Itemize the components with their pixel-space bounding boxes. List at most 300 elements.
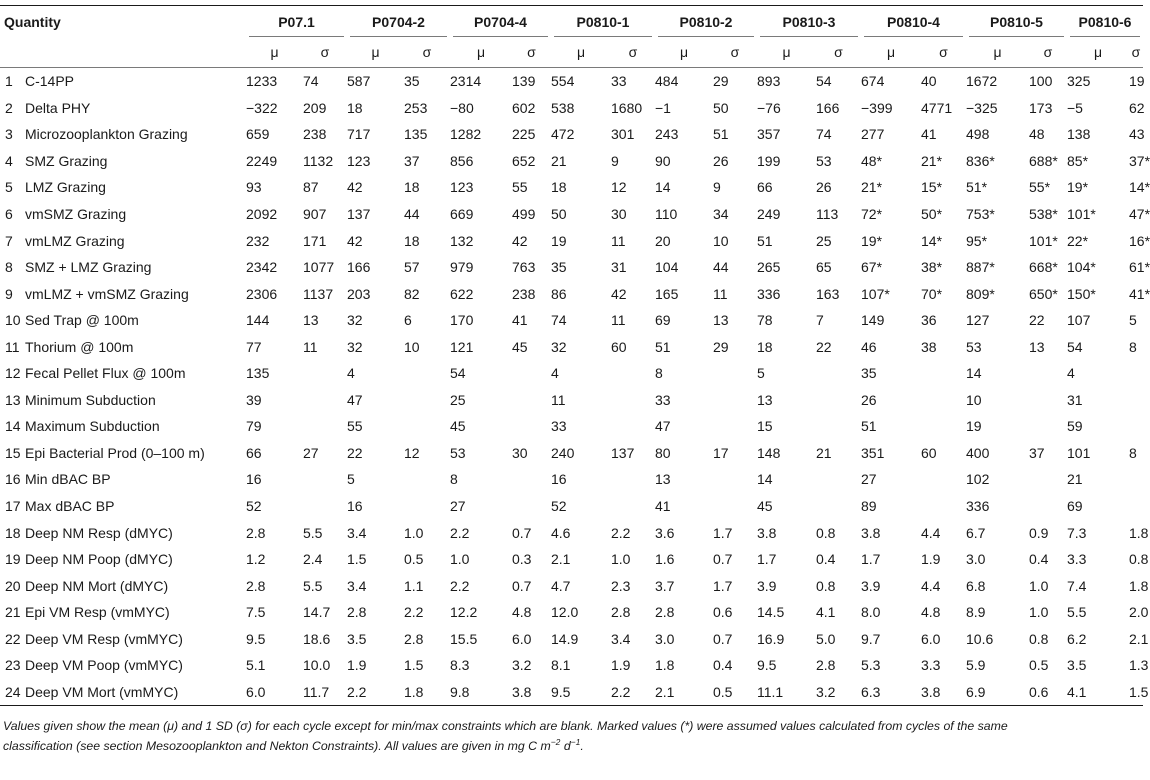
column-header-cycle: P0704-2 bbox=[347, 5, 450, 37]
mean-cell: −322 bbox=[246, 99, 278, 116]
sd-cell bbox=[404, 387, 450, 414]
mean-cell: 3.9 bbox=[861, 577, 881, 594]
mean-cell: 3.4 bbox=[347, 577, 367, 594]
mean-cell: 59 bbox=[1067, 418, 1083, 435]
sd-cell: 0.7 bbox=[512, 524, 532, 541]
mean-cell: 52 bbox=[551, 498, 567, 515]
row-number: 16 bbox=[5, 471, 21, 488]
sd-cell: 2.2 bbox=[404, 604, 424, 621]
mean-cell: 809* bbox=[966, 285, 995, 302]
sd-cell: 0.8 bbox=[816, 577, 836, 594]
column-header-cycle: P0810-2 bbox=[655, 5, 757, 37]
sd-cell: 9 bbox=[713, 179, 721, 196]
sd-cell: 42 bbox=[611, 285, 627, 302]
row-label: Max dBAC BP bbox=[25, 498, 115, 515]
sd-cell: 602 bbox=[512, 99, 536, 116]
sd-cell: 0.5 bbox=[1029, 657, 1049, 674]
mean-cell: 7.4 bbox=[1067, 577, 1087, 594]
sd-cell: 11 bbox=[303, 338, 318, 355]
mean-cell: 52 bbox=[246, 498, 262, 515]
sd-cell bbox=[921, 493, 966, 520]
mean-cell: 622 bbox=[450, 285, 474, 302]
sd-cell bbox=[1029, 413, 1067, 440]
mean-cell: 13 bbox=[757, 391, 773, 408]
sd-cell bbox=[512, 466, 551, 493]
sd-cell bbox=[1029, 360, 1067, 387]
mean-cell: 102 bbox=[966, 471, 990, 488]
sd-cell: 2.8 bbox=[611, 604, 631, 621]
sd-cell bbox=[404, 466, 450, 493]
table-row bbox=[0, 493, 1143, 520]
sd-cell: 50 bbox=[713, 99, 729, 116]
mean-cell: 203 bbox=[347, 285, 371, 302]
row-label: SMZ Grazing bbox=[25, 152, 108, 169]
mean-header: μ bbox=[861, 37, 921, 68]
row-number: 2 bbox=[5, 99, 13, 116]
sd-cell: 6 bbox=[404, 312, 412, 329]
table-row bbox=[0, 679, 1143, 707]
sd-cell: 36 bbox=[921, 312, 937, 329]
sd-cell bbox=[1129, 387, 1143, 414]
mean-cell: 3.4 bbox=[347, 524, 367, 541]
sd-cell: 13 bbox=[713, 312, 729, 329]
subheader-row bbox=[0, 37, 1143, 68]
row-number: 4 bbox=[5, 152, 13, 169]
sd-cell: 1132 bbox=[303, 152, 334, 169]
sd-cell: 87 bbox=[303, 179, 319, 196]
sd-cell: 0.6 bbox=[713, 604, 733, 621]
mean-cell: 47 bbox=[347, 391, 363, 408]
mean-cell: 110 bbox=[655, 206, 678, 222]
mean-cell: 753* bbox=[966, 206, 995, 222]
sd-cell: 1.0 bbox=[1029, 604, 1049, 621]
sd-cell: 29 bbox=[713, 73, 729, 90]
mean-cell: 18 bbox=[551, 179, 567, 196]
mean-cell: 150* bbox=[1067, 285, 1096, 302]
row-label: Deep VM Mort (vmMYC) bbox=[25, 679, 246, 707]
mean-cell: 979 bbox=[450, 259, 474, 276]
mean-cell: 19* bbox=[861, 232, 883, 249]
sd-cell: 4.4 bbox=[921, 524, 941, 541]
sd-cell: 2.8 bbox=[404, 630, 424, 647]
mean-cell: 42 bbox=[347, 232, 363, 249]
mean-cell: 1672 bbox=[966, 73, 998, 90]
table-row bbox=[0, 95, 1143, 122]
sd-cell bbox=[611, 387, 655, 414]
sd-cell: 2.8 bbox=[816, 657, 836, 674]
mean-cell: 8 bbox=[450, 471, 458, 488]
row-number: 24 bbox=[0, 679, 25, 707]
row-number: 22 bbox=[5, 630, 21, 647]
mean-cell: 2314 bbox=[450, 73, 482, 90]
mean-header: μ bbox=[655, 37, 713, 68]
mean-cell: 5 bbox=[347, 471, 355, 488]
mean-cell: 6.8 bbox=[966, 577, 986, 594]
mean-cell: 9.5 bbox=[246, 630, 266, 647]
sd-cell: 668* bbox=[1029, 259, 1058, 276]
mean-cell: −325 bbox=[966, 99, 998, 116]
mean-cell: 66 bbox=[757, 179, 773, 196]
sd-cell: 101* bbox=[1029, 232, 1058, 249]
sd-cell: 650* bbox=[1029, 285, 1058, 302]
mean-cell: 249 bbox=[757, 206, 781, 222]
mean-cell: 22 bbox=[347, 444, 363, 461]
mean-cell: 14 bbox=[757, 471, 773, 488]
mean-cell: 3.5 bbox=[1067, 657, 1087, 674]
mean-cell: 101* bbox=[1067, 206, 1096, 222]
row-label: Min dBAC BP bbox=[25, 471, 111, 488]
table-row bbox=[0, 68, 1143, 95]
row-label: Deep NM Poop (dMYC) bbox=[25, 551, 173, 568]
sd-cell: 0.7 bbox=[713, 630, 733, 647]
mean-cell: 498 bbox=[966, 126, 990, 143]
mean-cell: 132 bbox=[450, 232, 474, 249]
mean-header: μ bbox=[1067, 37, 1129, 68]
sd-cell: 8 bbox=[1129, 444, 1137, 461]
mean-cell: 6.7 bbox=[966, 524, 986, 541]
sd-cell: 4.4 bbox=[921, 577, 941, 594]
sd-cell: 45 bbox=[512, 338, 528, 355]
mean-cell: 243 bbox=[655, 126, 679, 143]
sd-cell bbox=[816, 493, 861, 520]
mean-cell: 6.3 bbox=[861, 679, 921, 707]
row-label: Deep NM Mort (dMYC) bbox=[25, 577, 169, 594]
row-label: Maximum Subduction bbox=[25, 418, 160, 435]
sd-cell: 18 bbox=[404, 179, 420, 196]
sd-cell: 0.4 bbox=[816, 551, 836, 568]
sd-cell: 30 bbox=[611, 206, 627, 222]
mean-cell: −76 bbox=[757, 99, 781, 116]
sd-cell: 41 bbox=[921, 126, 937, 143]
mean-cell: 104 bbox=[655, 259, 679, 276]
mean-cell: 95* bbox=[966, 232, 988, 249]
mean-cell: 144 bbox=[246, 312, 270, 329]
column-header-cycle: P0810-5 bbox=[966, 5, 1067, 37]
sd-cell: 31 bbox=[611, 259, 627, 276]
sd-header: σ bbox=[921, 37, 966, 68]
mean-cell: 1.2 bbox=[246, 551, 266, 568]
column-header-cycle: P0704-4 bbox=[450, 5, 551, 37]
mean-cell: 127 bbox=[966, 312, 990, 329]
mean-cell: 32 bbox=[347, 338, 363, 355]
table-row bbox=[0, 227, 1143, 254]
row-number: 18 bbox=[5, 524, 21, 541]
sd-cell: 27 bbox=[303, 444, 319, 461]
mean-cell: 1.0 bbox=[450, 551, 470, 568]
mean-cell: 669 bbox=[450, 206, 474, 222]
mean-cell: 47 bbox=[655, 418, 671, 435]
mean-cell: 2.8 bbox=[347, 604, 367, 621]
mean-cell: 659 bbox=[246, 126, 270, 143]
mean-cell: 41 bbox=[655, 498, 671, 515]
sd-cell: 0.4 bbox=[713, 657, 733, 674]
sd-cell: 253 bbox=[404, 99, 428, 116]
mean-cell: 717 bbox=[347, 126, 371, 143]
mean-cell: 80 bbox=[655, 444, 671, 461]
sd-header: σ bbox=[512, 37, 551, 68]
sd-cell: 54 bbox=[816, 73, 832, 90]
mean-cell: 86 bbox=[551, 285, 567, 302]
mean-cell: 32 bbox=[551, 338, 567, 355]
sd-cell bbox=[303, 466, 347, 493]
sd-cell: 0.4 bbox=[1029, 551, 1049, 568]
mean-cell: 5 bbox=[757, 365, 765, 382]
sd-cell: 60 bbox=[921, 444, 937, 461]
mean-cell: 138 bbox=[1067, 126, 1091, 143]
mean-cell: 6.9 bbox=[966, 679, 1029, 707]
sd-cell bbox=[303, 413, 347, 440]
row-number: 8 bbox=[5, 259, 13, 276]
sd-cell bbox=[611, 413, 655, 440]
sd-header: σ bbox=[816, 37, 861, 68]
sd-cell bbox=[512, 387, 551, 414]
sd-cell: 2.2 bbox=[611, 679, 655, 707]
mean-cell: 336 bbox=[757, 285, 781, 302]
mean-cell: 46 bbox=[861, 338, 877, 355]
row-label: C-14PP bbox=[25, 73, 75, 90]
sd-cell: 1.0 bbox=[1029, 577, 1049, 594]
data-table bbox=[0, 5, 1150, 706]
mean-cell: 4.7 bbox=[551, 577, 571, 594]
mean-cell: 16 bbox=[347, 498, 363, 515]
mean-cell: 6.2 bbox=[1067, 630, 1087, 647]
sd-cell: 30 bbox=[512, 444, 528, 461]
mean-cell: 18 bbox=[757, 338, 773, 355]
sd-cell bbox=[713, 493, 757, 520]
mean-cell: 240 bbox=[551, 444, 575, 461]
mean-cell: 5.3 bbox=[861, 657, 881, 674]
sd-cell bbox=[921, 413, 966, 440]
mean-cell: 484 bbox=[655, 73, 679, 90]
mean-cell: 4.6 bbox=[551, 524, 571, 541]
row-number: 6 bbox=[5, 206, 13, 222]
mean-cell: 19 bbox=[551, 232, 567, 249]
sd-cell: 5.5 bbox=[303, 524, 323, 541]
mean-cell: 85* bbox=[1067, 152, 1089, 169]
sd-cell: 43 bbox=[1129, 126, 1145, 143]
mean-cell: 2.2 bbox=[347, 679, 404, 707]
sd-cell: 1.5 bbox=[1129, 679, 1143, 707]
mean-cell: 6.0 bbox=[246, 679, 303, 707]
sd-cell: 1.5 bbox=[404, 657, 424, 674]
mean-cell: 67* bbox=[861, 259, 883, 276]
table-row bbox=[0, 148, 1143, 175]
row-number: 1 bbox=[5, 73, 13, 90]
sd-cell bbox=[816, 413, 861, 440]
sd-cell: 0.5 bbox=[713, 679, 757, 707]
sd-cell: 19 bbox=[1129, 73, 1145, 90]
mean-cell: 101 bbox=[1067, 444, 1091, 461]
mean-cell: 123 bbox=[347, 152, 371, 169]
mean-cell: 170 bbox=[450, 312, 474, 329]
sd-cell: 14* bbox=[921, 232, 943, 249]
sd-cell bbox=[816, 387, 861, 414]
sd-cell: 14.7 bbox=[303, 604, 331, 621]
sd-cell: 135 bbox=[404, 126, 428, 143]
mean-cell: 18 bbox=[347, 99, 363, 116]
mean-cell: 3.3 bbox=[1067, 551, 1087, 568]
sd-cell: 10 bbox=[713, 232, 729, 249]
table-row bbox=[0, 121, 1143, 148]
mean-cell: 3.0 bbox=[655, 630, 675, 647]
row-label: Microzooplankton Grazing bbox=[25, 126, 188, 143]
sd-cell: 34 bbox=[713, 206, 729, 222]
mean-cell: 42 bbox=[347, 179, 363, 196]
sd-cell: 11 bbox=[611, 232, 626, 249]
row-number: 13 bbox=[5, 391, 21, 408]
mean-cell: 69 bbox=[1067, 498, 1083, 515]
sd-cell: 0.8 bbox=[816, 524, 836, 541]
sd-cell bbox=[404, 413, 450, 440]
mean-cell: 1.8 bbox=[655, 657, 675, 674]
mean-cell: 4 bbox=[551, 365, 559, 382]
sd-cell: 26 bbox=[816, 179, 832, 196]
mean-cell: 54 bbox=[450, 365, 466, 382]
mean-cell: 4 bbox=[347, 365, 355, 382]
mean-cell: 53 bbox=[966, 338, 982, 355]
sd-cell: 7 bbox=[816, 312, 824, 329]
mean-cell: 1.9 bbox=[347, 657, 367, 674]
mean-cell: 2.1 bbox=[551, 551, 571, 568]
sd-cell: 3.8 bbox=[921, 679, 966, 707]
table-row bbox=[0, 333, 1143, 360]
sd-cell: 1.0 bbox=[611, 551, 631, 568]
mean-cell: 35 bbox=[551, 259, 567, 276]
sd-cell: 4.8 bbox=[512, 604, 532, 621]
mean-cell: 121 bbox=[450, 338, 474, 355]
sd-cell bbox=[404, 360, 450, 387]
sd-cell: 907 bbox=[303, 206, 327, 222]
sd-cell bbox=[1029, 493, 1067, 520]
row-number: 5 bbox=[5, 179, 13, 196]
row-label: vmLMZ + vmSMZ Grazing bbox=[25, 285, 189, 302]
sd-cell: 4.8 bbox=[921, 604, 941, 621]
mean-cell: 893 bbox=[757, 73, 781, 90]
sd-cell: 11 bbox=[611, 312, 626, 329]
sd-cell: 14* bbox=[1129, 179, 1150, 196]
mean-cell: 2.8 bbox=[655, 604, 675, 621]
mean-cell: 351 bbox=[861, 444, 885, 461]
table-row bbox=[0, 254, 1143, 281]
table-row bbox=[0, 546, 1143, 573]
mean-cell: 54 bbox=[1067, 338, 1083, 355]
mean-cell: 33 bbox=[655, 391, 671, 408]
mean-cell: 148 bbox=[757, 444, 781, 461]
sd-cell: 18.6 bbox=[303, 630, 331, 647]
mean-cell: 19 bbox=[966, 418, 982, 435]
mean-cell: 27 bbox=[861, 471, 877, 488]
mean-cell: 5.5 bbox=[1067, 604, 1087, 621]
mean-cell: 39 bbox=[246, 391, 262, 408]
sd-cell: 301 bbox=[611, 126, 635, 143]
row-label: vmLMZ Grazing bbox=[25, 232, 125, 249]
table-row bbox=[0, 174, 1143, 201]
mean-cell: 166 bbox=[347, 259, 371, 276]
mean-cell: 51 bbox=[655, 338, 671, 355]
mean-cell: 14 bbox=[966, 365, 982, 382]
sd-cell bbox=[816, 466, 861, 493]
row-label: LMZ Grazing bbox=[25, 179, 106, 196]
mean-cell: 265 bbox=[757, 259, 781, 276]
sd-cell: 6.0 bbox=[921, 630, 941, 647]
sd-cell: 238 bbox=[303, 126, 327, 143]
mean-cell: 13 bbox=[655, 471, 671, 488]
sd-cell: 47* bbox=[1129, 206, 1150, 222]
mean-cell: 26 bbox=[861, 391, 877, 408]
sd-cell: 55 bbox=[512, 179, 528, 196]
mean-cell: 8.9 bbox=[966, 604, 986, 621]
table-row bbox=[0, 572, 1143, 599]
mean-cell: 25 bbox=[450, 391, 466, 408]
sd-cell bbox=[611, 360, 655, 387]
row-number: 15 bbox=[5, 444, 21, 461]
sd-cell bbox=[1129, 413, 1143, 440]
sd-cell: 2.0 bbox=[1129, 604, 1149, 621]
row-number: 3 bbox=[5, 126, 13, 143]
sd-cell bbox=[303, 493, 347, 520]
sd-cell: 3.3 bbox=[921, 657, 941, 674]
mean-cell: 836* bbox=[966, 152, 995, 169]
sd-cell: 1.9 bbox=[921, 551, 941, 568]
mean-cell: 50 bbox=[551, 206, 567, 222]
mean-cell: 69 bbox=[655, 312, 671, 329]
mean-cell: 10.6 bbox=[966, 630, 994, 647]
sd-cell: 166 bbox=[816, 99, 840, 116]
sd-cell bbox=[713, 387, 757, 414]
mean-cell: 3.8 bbox=[757, 524, 777, 541]
mean-cell: 3.6 bbox=[655, 524, 675, 541]
sd-cell: 74 bbox=[816, 126, 832, 143]
mean-cell: 93 bbox=[246, 179, 262, 196]
sd-cell: 0.7 bbox=[713, 551, 733, 568]
mean-cell: 104* bbox=[1067, 259, 1096, 276]
sd-cell: 171 bbox=[303, 232, 327, 249]
row-number: 11 bbox=[5, 338, 20, 355]
row-label: Minimum Subduction bbox=[25, 391, 156, 408]
sd-cell: 65 bbox=[816, 259, 832, 276]
sd-cell: 100 bbox=[1029, 73, 1053, 90]
sd-cell: 60 bbox=[611, 338, 627, 355]
sd-cell: 0.9 bbox=[1029, 524, 1049, 541]
mean-header: μ bbox=[551, 37, 611, 68]
mean-cell: 2.8 bbox=[246, 524, 266, 541]
sd-cell: 3.2 bbox=[512, 657, 532, 674]
sd-cell: 238 bbox=[512, 285, 536, 302]
sd-cell bbox=[921, 360, 966, 387]
sd-cell: 173 bbox=[1029, 99, 1053, 116]
sd-cell bbox=[1129, 466, 1143, 493]
sd-cell: 2.1 bbox=[1129, 630, 1149, 647]
sd-cell: 139 bbox=[512, 73, 536, 90]
sd-cell: 1.7 bbox=[713, 577, 733, 594]
mean-cell: 400 bbox=[966, 444, 990, 461]
mean-cell: −399 bbox=[861, 99, 893, 116]
mean-cell: 2.2 bbox=[450, 524, 470, 541]
mean-cell: 554 bbox=[551, 73, 575, 90]
sd-cell: 70* bbox=[921, 285, 943, 302]
sd-cell: 40 bbox=[921, 73, 937, 90]
table-row bbox=[0, 201, 1143, 228]
mean-cell: 74 bbox=[551, 312, 567, 329]
mean-cell: 674 bbox=[861, 73, 885, 90]
row-label: Fecal Pellet Flux @ 100m bbox=[25, 365, 186, 382]
mean-cell: 887* bbox=[966, 259, 995, 276]
sd-cell: 21 bbox=[816, 444, 832, 461]
sd-cell: 13 bbox=[303, 312, 319, 329]
sd-cell: 499 bbox=[512, 206, 536, 222]
sd-cell: 0.3 bbox=[512, 551, 532, 568]
mean-cell: 33 bbox=[551, 418, 567, 435]
